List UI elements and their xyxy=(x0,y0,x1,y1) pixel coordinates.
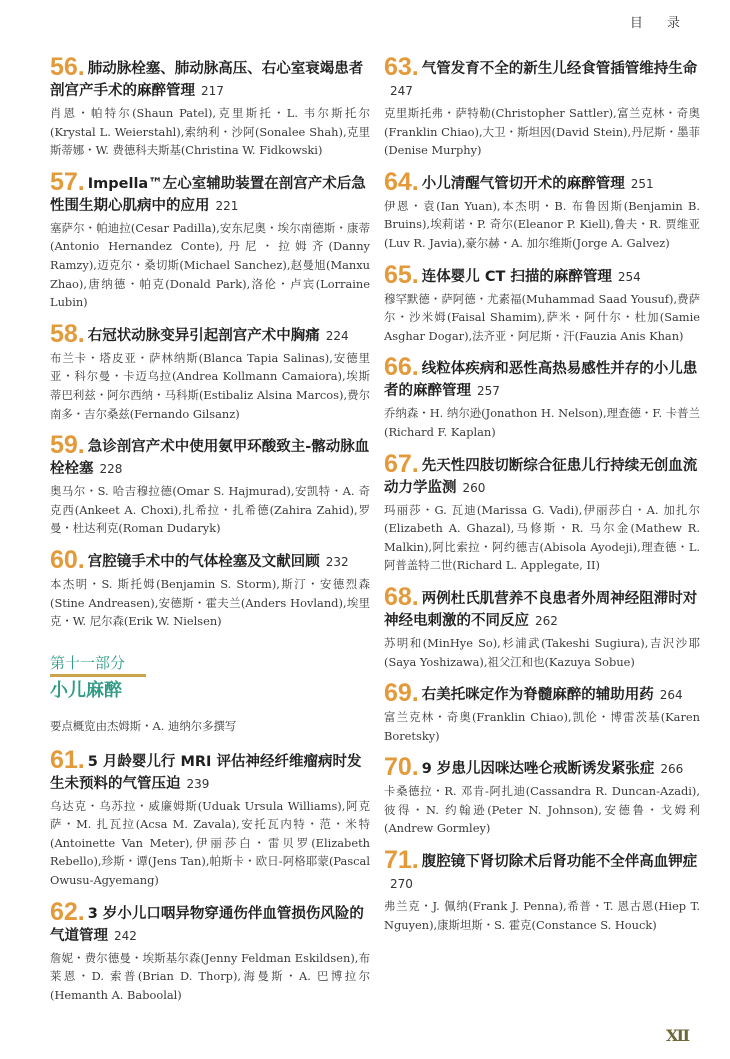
right-column xyxy=(384,53,700,945)
chapter-title: 右冠状动脉变异引起剖宫产术中胸痛 xyxy=(87,327,320,344)
chapter-authors: 苏明和(MinHye So),杉浦武(Takeshi Sugiura),吉沢沙耶(Saya Yoshizawa),祖父江和也(Kazuya Sobue) xyxy=(384,635,700,669)
entry-title-line xyxy=(50,545,370,574)
chapter-title: 线粒体疾病和恶性高热易感性并存的小儿患者的麻醉管理 xyxy=(384,361,698,400)
part-header xyxy=(50,653,370,735)
page-number: 270 xyxy=(390,877,413,892)
entry-title-line xyxy=(50,319,370,348)
page-number: 251 xyxy=(630,176,654,191)
chapter-number: 64. xyxy=(384,167,419,196)
left-entries-after xyxy=(50,745,370,1005)
chapter-authors: 本杰明・S. 斯托姆(Benjamin S. Storm),斯汀・安德烈森(Stine Andreasen),安德斯・霍夫兰(Anders Hovland),埃里克・W. 尼尔森(Erik W. Nielsen) xyxy=(50,576,370,629)
page-number: 262 xyxy=(535,613,558,628)
chapter-authors: 弗兰克・J. 佩纳(Frank J. Penna),希普・T. 恩古恩(Hiep T. Nguyen),康斯坦斯・S. 霍克(Constance S. Houck) xyxy=(384,899,700,932)
page-number: 247 xyxy=(390,84,413,98)
chapter-title: 连体婴儿 CT 扫描的麻醉管理 xyxy=(421,268,612,285)
entry-title-line xyxy=(384,753,700,782)
chapter-authors: 富兰克林・奇奥(Franklin Chiao),凯伦・博雷茨基(Karen Boretsky) xyxy=(384,710,700,743)
chapter-authors: 肖恩・帕特尔(Shaun Patel),克里斯托・L. 韦尔斯托尔(Krystal L. Weierstahl),索纳利・沙阿(Sonalee Shah),克里斯蒂娜・W. 费德科夫斯基(Christina W. Fidkowski) xyxy=(50,106,370,158)
part-title: 小儿麻醉 xyxy=(50,679,122,701)
chapter-title: 右美托咪定作为脊髓麻醉的辅助用药 xyxy=(421,687,654,704)
toc-entry xyxy=(50,53,370,160)
chapter-number: 70. xyxy=(384,753,419,782)
page-number: 228 xyxy=(99,462,123,477)
chapter-authors: 乌达克・乌苏拉・威廉姆斯(Uduak Ursula Williams),阿克萨・M. 扎瓦拉(Acsa M. Zavala),安托瓦内特・范・米特(Antoinette Van Meter),伊丽莎白・雷贝罗(Elizabeth Rebello),珍斯・谭(Jens Tan),帕斯卡・欧日-阿格耶蒙(Pascal Owusu-Agyemang) xyxy=(50,798,370,888)
page-number: 239 xyxy=(186,776,210,791)
chapter-title: 腹腔镜下肾切除术后肾功能不全伴高血钾症 xyxy=(421,854,698,871)
chapter-number: 69. xyxy=(384,679,419,708)
chapter-title: 小儿清醒气管切开术的麻醉管理 xyxy=(421,175,625,192)
chapter-number: 57. xyxy=(50,167,85,196)
part-label: 第十一部分 xyxy=(50,653,126,672)
chapter-authors: 布兰卡・塔皮亚・萨林纳斯(Blanca Tapia Salinas),安德里亚・科尔曼・卡迈乌拉(Andrea Kollmann Camaiora),埃斯蒂巴利兹・阿尔西纳・马科斯(Estibaliz Alsina Marcos),费尔南多・吉尔桑兹(Fernando Gilsanz) xyxy=(50,350,370,421)
chapter-authors: 克里斯托弗・萨特勒(Christopher Sattler),富兰克林・奇奥(Franklin Chiao),大卫・斯坦因(David Stein),丹尼斯・墨菲(Denise Murphy) xyxy=(384,106,700,158)
chapter-number: 71. xyxy=(384,846,419,875)
entry-title-line xyxy=(384,449,700,499)
entry-title-line xyxy=(50,53,370,102)
chapter-number: 62. xyxy=(50,897,85,926)
chapter-authors: 乔纳森・H. 纳尔逊(Jonathon H. Nelson),理查德・F. 卡普兰(Richard F. Kaplan) xyxy=(384,406,700,439)
entry-title-line xyxy=(384,167,700,196)
toc-entry xyxy=(50,167,370,312)
entry-title-line xyxy=(50,897,370,947)
chapter-title: 3 岁小儿口咽异物穿通伤伴血管损伤风险的气道管理 xyxy=(50,905,364,944)
page-number: 266 xyxy=(660,762,684,777)
chapter-title: 宫腔镜手术中的气体栓塞及文献回顾 xyxy=(87,553,320,570)
chapter-authors: 詹妮・费尔德曼・埃斯基尔森(Jenny Feldman Eskildsen),布莱恩・D. 索普(Brian D. Thorp),海曼斯・A. 巴博拉尔(Hemanth A. Baboolal) xyxy=(50,950,370,1002)
page-number: 224 xyxy=(325,328,349,343)
toc-entry xyxy=(384,846,700,934)
page-number: 264 xyxy=(659,688,683,703)
toc-entry xyxy=(384,679,700,745)
page-number: 260 xyxy=(462,480,486,495)
entry-title-line xyxy=(384,679,700,708)
page-number: 257 xyxy=(477,384,500,399)
entry-title-line xyxy=(384,582,700,632)
page-folio: Ⅻ xyxy=(665,1026,690,1045)
chapter-authors: 玛丽莎・G. 瓦迪(Marissa G. Vadi),伊丽莎白・A. 加扎尔(Elizabeth A. Ghazal),马修斯・R. 马尔金(Mathew R. Malkin),阿比索拉・阿约德吉(Abisola Ayodeji),理查德・L. 阿普盖特二世(Richard L. Applegate, II) xyxy=(384,502,700,573)
running-head: 目 录 xyxy=(629,16,690,31)
chapter-title: 急诊剖宫产术中使用氨甲环酸致主-髂动脉血栓栓塞 xyxy=(50,439,370,478)
chapter-number: 60. xyxy=(50,545,85,574)
chapter-title: 气管发育不全的新生儿经食管插管维持生命 xyxy=(421,61,698,77)
toc-entry xyxy=(50,545,370,631)
page-number: 221 xyxy=(215,198,239,213)
chapter-authors: 卡桑德拉・R. 邓肯-阿扎迪(Cassandra R. Duncan-Azadi),彼得・N. 约翰逊(Peter N. Johnson),安德鲁・戈姆利(Andrew Gormley) xyxy=(384,784,700,836)
toc-entry xyxy=(384,167,700,253)
chapter-title: 先天性四肢切断综合征患儿行持续无创血流动力学监测 xyxy=(384,457,698,496)
chapter-number: 61. xyxy=(50,745,85,774)
page-number: 242 xyxy=(114,928,137,943)
toc-entry xyxy=(384,260,700,346)
chapter-number: 68. xyxy=(384,582,419,611)
chapter-authors: 塞萨尔・帕迪拉(Cesar Padilla),安东尼奥・埃尔南德斯・康蒂(Antonio Hernandez Conte),丹尼・拉姆齐(Danny Ramzy),迈克尔・桑切斯(Michael Sanchez),赵曼旭(Manxu Zhao),唐纳德・帕克(Donald Park),洛伦・卢宾(Lorraine Lubin) xyxy=(50,220,370,310)
toc-entry xyxy=(50,745,370,890)
chapter-number: 65. xyxy=(384,260,419,289)
left-entries xyxy=(50,53,370,631)
toc-entry xyxy=(384,753,700,838)
chapter-authors: 奥马尔・S. 哈吉穆拉德(Omar S. Hajmurad),安凯特・A. 奇克西(Ankeet A. Choxi),扎希拉・扎希德(Zahira Zahid),罗曼・杜达利克(Roman Dudaryk) xyxy=(50,484,370,536)
entry-title-line xyxy=(50,431,370,480)
toc-entry xyxy=(50,431,370,538)
chapter-number: 63. xyxy=(384,53,419,81)
toc-entry xyxy=(50,319,370,423)
chapter-number: 56. xyxy=(50,53,85,81)
page-number: 232 xyxy=(325,554,349,569)
toc-entry xyxy=(384,353,700,441)
chapter-title: 肺动脉栓塞、肺动脉高压、右心室衰竭患者剖宫产手术的麻醉管理 xyxy=(50,61,364,99)
page-number: 217 xyxy=(201,84,224,98)
toc-entry xyxy=(50,897,370,1005)
part-intro: 要点概览由杰姆斯・A. 迪纳尔多撰写 xyxy=(50,718,237,733)
page-number: 254 xyxy=(617,269,641,284)
chapter-title: Impella™左心室辅助装置在剖宫产术后急性围生期心肌病中的应用 xyxy=(50,175,366,214)
chapter-number: 59. xyxy=(50,431,85,460)
chapter-number: 67. xyxy=(384,449,419,478)
chapter-authors: 伊恩・袁(Ian Yuan),本杰明・B. 布鲁因斯(Benjamin B. Bruins),埃莉诺・P. 奇尔(Eleanor P. Kiell),鲁夫・R. 贾维亚(Luv R. Javia),豪尔赫・A. 加尔维斯(Jorge A. Galvez) xyxy=(384,198,700,250)
entry-title-line xyxy=(384,260,700,289)
toc-entry xyxy=(384,53,700,160)
entry-title-line xyxy=(384,53,700,102)
right-entries xyxy=(384,53,700,934)
left-column xyxy=(50,53,370,1015)
entry-title-line xyxy=(50,167,370,217)
toc-entry xyxy=(384,582,700,671)
chapter-title: 两例杜氏肌营养不良患者外周神经阻滞时对神经电刺激的不同反应 xyxy=(384,590,698,629)
part-divider xyxy=(50,674,146,677)
chapter-authors: 穆罕默德・萨阿德・尤素福(Muhammad Saad Yousuf),费萨尔・沙米姆(Faisal Shamim),萨米・阿什尔・杜加(Samie Asghar Dogar),法齐亚・阿尼斯・汗(Fauzia Anis Khan) xyxy=(384,291,700,343)
entry-title-line xyxy=(50,745,370,795)
chapter-number: 66. xyxy=(384,353,419,382)
entry-title-line xyxy=(384,353,700,402)
entry-title-line xyxy=(384,846,700,895)
chapter-number: 58. xyxy=(50,319,85,348)
chapter-title: 9 岁患儿因咪达唑仑戒断诱发紧张症 xyxy=(421,761,655,778)
toc-entry xyxy=(384,449,700,575)
chapter-title: 5 月龄婴儿行 MRI 评估神经纤维瘤病时发生未预料的气管压迫 xyxy=(50,753,362,792)
